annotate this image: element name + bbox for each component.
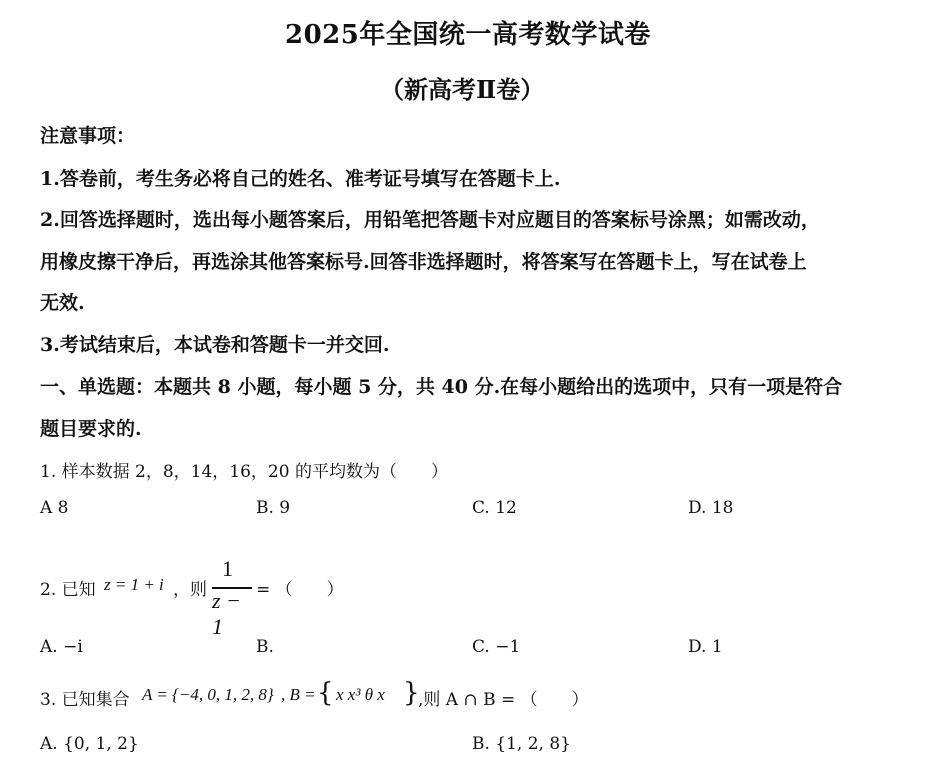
question-3-set-a: A = {−4, 0, 1, 2, 8}: [142, 685, 274, 704]
question-2-fraction: [212, 556, 254, 639]
question-2-condition: z = 1 + i: [104, 575, 164, 594]
question-1-stem: 1. 样本数据 2，8，14，16，20 的平均数为（ ）: [40, 462, 448, 482]
question-3-suffix: ,则 A ∩ B = （ ）: [418, 690, 589, 710]
left-brace-icon: {: [317, 678, 334, 708]
instruction-item-2-line-3: 无效.: [40, 292, 85, 314]
question-1-option-a: A 8: [40, 498, 69, 518]
fraction-numerator: 1: [222, 556, 233, 581]
question-2-option-b: B.: [256, 637, 274, 657]
instruction-item-3: 3.考试结束后，本试卷和答题卡一并交回.: [40, 334, 390, 356]
fraction-denominator: z − 1: [212, 588, 241, 639]
question-1-option-b: B. 9: [256, 498, 291, 518]
question-3-option-b: B. {1, 2, 8}: [472, 734, 571, 754]
question-2-option-c: C. −1: [472, 637, 521, 657]
question-2-then: ，则: [173, 580, 207, 600]
exam-title: 2025年全国统一高考数学试卷: [285, 20, 651, 50]
question-3-prefix: 3. 已知集合: [40, 690, 130, 710]
question-3-set-b-label: , B =: [281, 685, 316, 704]
section-heading-line-2: 题目要求的.: [40, 418, 142, 440]
instruction-item-2-line-2: 用橡皮擦干净后，再选涂其他答案标号.回答非选择题时，将答案写在答题卡上，写在试卷上: [40, 251, 807, 273]
question-2-prefix: 2. 已知: [40, 580, 96, 600]
question-2-option-a: A. −i: [40, 637, 83, 657]
question-2-option-d: D. 1: [688, 637, 723, 657]
instruction-item-2-line-1: 2.回答选择题时，选出每小题答案后，用铅笔把答题卡对应题目的答案标号涂黑；如需改动，: [40, 209, 820, 231]
question-2-suffix: = （ ）: [256, 580, 344, 600]
exam-subtitle: （新高考Ⅱ卷）: [380, 75, 545, 104]
question-1-option-d: D. 18: [688, 498, 734, 518]
question-3-set-b-body: x x³ θ x: [336, 685, 385, 704]
instruction-item-1: 1.答卷前，考生务必将自己的姓名、准考证号填写在答题卡上.: [40, 168, 561, 190]
right-brace-icon: }: [403, 678, 420, 708]
question-1-option-c: C. 12: [472, 498, 517, 518]
section-heading-line-1: 一、单选题：本题共 8 小题，每小题 5 分，共 40 分.在每小题给出的选项中，只有一项是符合: [40, 376, 843, 398]
instructions-heading: 注意事项：: [40, 125, 136, 147]
question-3-option-a: A. {0, 1, 2}: [40, 734, 139, 754]
